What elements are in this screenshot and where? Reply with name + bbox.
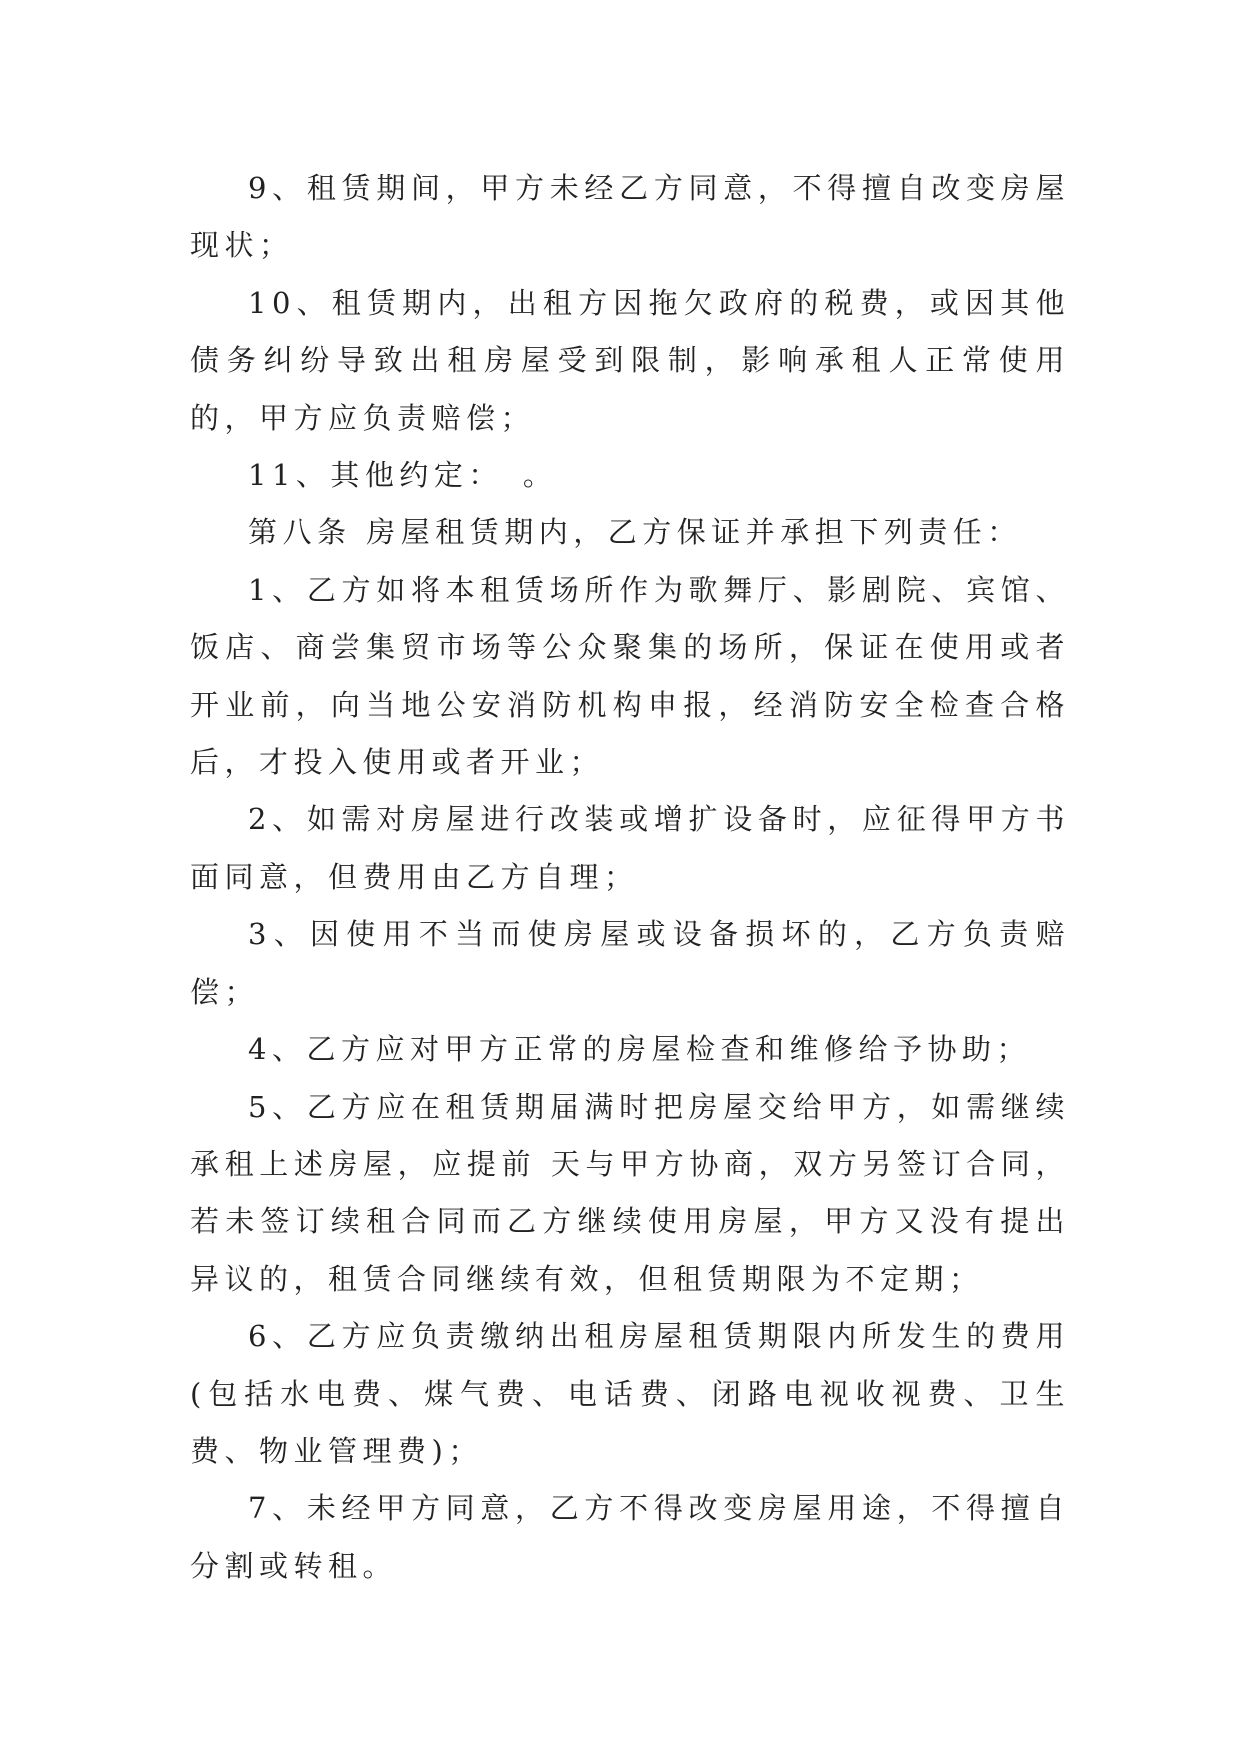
- paragraph-item-1: 1、乙方如将本租赁场所作为歌舞厅、影剧院、宾馆、饭店、商尝集贸市场等公众聚集的场所，保证在使用或者开业前，向当地公安消防机构申报，经消防安全检查合格后，才投入使用或者开业；: [190, 572, 1070, 780]
- paragraph-item-6: 6、乙方应负责缴纳出租房屋租赁期限内所发生的费用(包括水电费、煤气费、电话费、闭路电视收视费、卫生费、物业管理费)；: [190, 1319, 1070, 1468]
- paragraph-item-4: 4、乙方应对甲方正常的房屋检查和维修给予协助；: [248, 1032, 1031, 1067]
- paragraph-clause-10: 10、租赁期内，出租方因拖欠政府的税费，或因其他债务纠纷导致出租房屋受到限制，影响承租人正常使用的，甲方应负责赔偿；: [190, 285, 1070, 435]
- document-body: [190, 160, 1070, 1595]
- paragraph-clause-9: 9、租赁期间，甲方未经乙方同意，不得擅自改变房屋现状；: [190, 171, 1070, 263]
- paragraph-item-3: 3、因使用不当而使房屋或设备损坏的，乙方负责赔偿；: [190, 917, 1070, 1009]
- article-8-heading: 第八条 房屋租赁期内，乙方保证并承担下列责任：: [248, 515, 1022, 550]
- paragraph-item-5: 5、乙方应在租赁期届满时把房屋交给甲方，如需继续承租上述房屋，应提前 天与甲方协商，双方另签订合同，若未签订续租合同而乙方继续使用房屋，甲方又没有提出异议的，租赁合同继续有效，但租赁期限为不定期；: [190, 1089, 1070, 1296]
- paragraph-item-2: 2、如需对房屋进行改装或增扩设备时，应征得甲方书面同意，但费用由乙方自理；: [190, 802, 1070, 894]
- paragraph-clause-11: 11、其他约定： 。: [248, 458, 558, 493]
- paragraph-item-7: 7、未经甲方同意，乙方不得改变房屋用途，不得擅自分割或转租。: [190, 1491, 1070, 1583]
